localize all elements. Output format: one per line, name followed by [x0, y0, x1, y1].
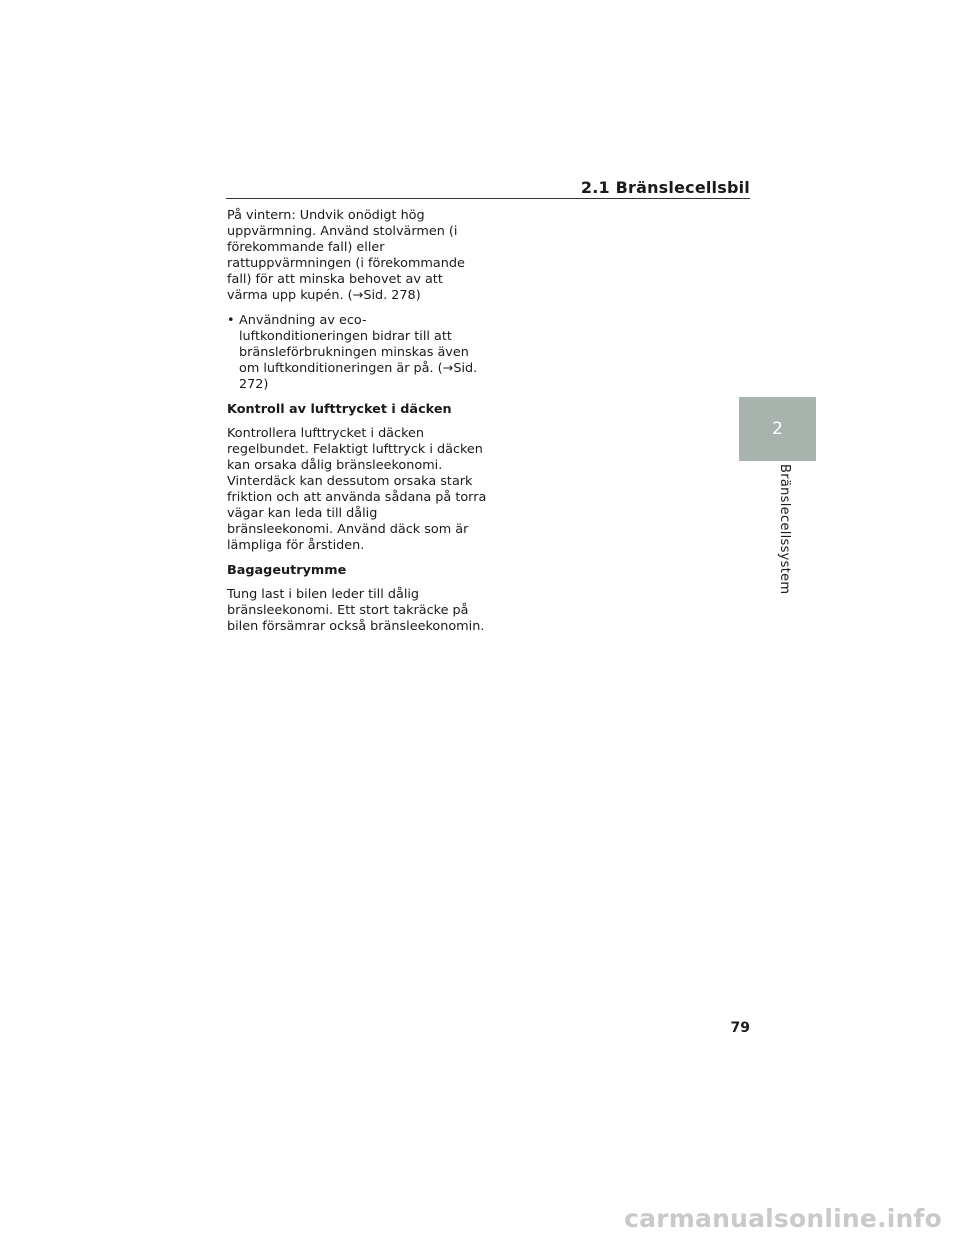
chapter-number: 2 [772, 419, 783, 439]
bullet-item-eco-ac [227, 313, 487, 393]
bullet-marker: • [227, 313, 235, 328]
heading-tire-pressure: Kontroll av lufttrycket i däcken [227, 402, 452, 417]
header-divider [226, 198, 750, 199]
page-content [227, 208, 487, 644]
watermark: carmanualsonline.info [624, 1204, 942, 1233]
chapter-tab [739, 397, 816, 461]
section-title: 2.1 Bränslecellsbil [580, 178, 750, 197]
paragraph-luggage: Tung last i bilen leder till dålig bränsleekonomi. Ett stort takräcke på bilen försämrar också bränsleekonomin. [227, 587, 485, 634]
page-number: 79 [730, 1020, 750, 1036]
paragraph-winter-heating: På vintern: Undvik onödigt hög uppvärmning. Använd stolvärmen (i förekommande fall) eller rattuppvärmningen (i förekommande fall) för att minska behovet av att värma upp kupén. (→Sid. 278) [227, 208, 465, 303]
heading-luggage: Bagageutrymme [227, 563, 347, 578]
bullet-text: Användning av eco-luftkonditioneringen bidrar till att bränsleförbrukningen minskas även om luftkonditioneringen är på. (→Sid. 272) [239, 313, 478, 392]
paragraph-tire-pressure: Kontrollera lufttrycket i däcken regelbundet. Felaktigt lufttryck i däcken kan orsaka dålig bränsleekonomi. Vinterdäck kan dessutom orsaka stark friktion och att använda sådana på torra vägar kan leda till dålig bränsleekonomi. Använd däck som är lämpliga för årstiden. [227, 426, 487, 553]
chapter-label: Bränslecellssystem [777, 464, 792, 595]
